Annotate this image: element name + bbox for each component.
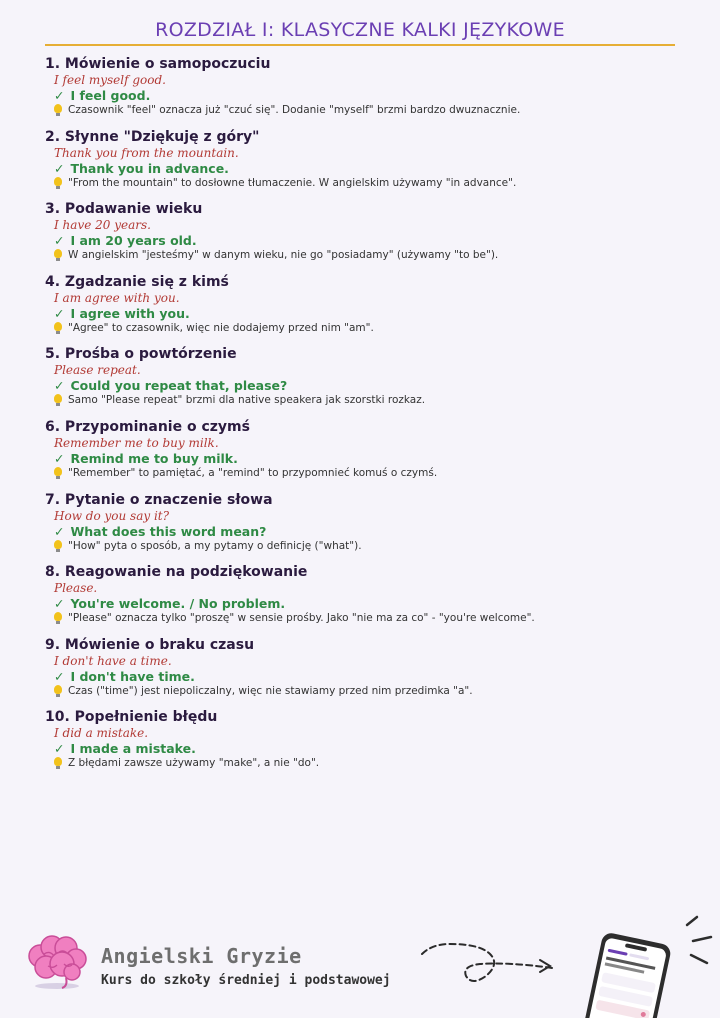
explanation-note [54, 176, 685, 190]
correct-text: Could you repeat that, please? [70, 378, 288, 394]
correct-example [54, 669, 685, 684]
item-title: 4. Zgadzanie się z kimś [45, 273, 229, 290]
lightbulb-icon [54, 322, 62, 331]
lightbulb-icon [54, 104, 62, 113]
mistake-item [45, 201, 685, 272]
note-text: Z błędami zawsze używamy "make", a nie "do". [68, 757, 320, 770]
incorrect-example: Please repeat. [54, 363, 141, 378]
incorrect-example: Thank you from the mountain. [54, 145, 239, 160]
explanation-note [54, 684, 685, 698]
explanation-note [54, 611, 685, 625]
check-icon: ✓ [54, 741, 65, 757]
lightbulb-icon [54, 612, 62, 621]
lightbulb-icon [54, 249, 62, 258]
item-title: 10. Popełnienie błędu [45, 709, 218, 726]
item-title: 3. Podawanie wieku [45, 201, 203, 218]
mistake-item [45, 709, 685, 780]
explanation-note [54, 539, 685, 553]
curly-arrow-icon [418, 938, 558, 998]
phone-mockup-icon [565, 915, 720, 1018]
correct-text: I agree with you. [70, 305, 190, 321]
check-icon: ✓ [54, 305, 65, 321]
incorrect-example: I have 20 years. [54, 218, 151, 233]
check-icon: ✓ [54, 668, 65, 684]
mistake-item [45, 56, 685, 127]
lightbulb-icon [54, 177, 62, 186]
item-title: 8. Reagowanie na podziękowanie [45, 564, 308, 581]
mistake-item [45, 492, 685, 563]
brand-name: Angielski Gryzie [101, 944, 302, 968]
correct-example [54, 378, 685, 393]
explanation-note [54, 756, 685, 770]
correct-example [54, 741, 685, 756]
note-text: "Agree" to czasownik, więc nie dodajemy przed nim "am". [68, 321, 374, 334]
correct-example [54, 88, 685, 103]
correct-text: I made a mistake. [70, 741, 196, 757]
note-text: Czasownik "feel" oznacza już "czuć się". Dodanie "myself" brzmi bardzo dwuznacznie. [68, 104, 521, 116]
lightbulb-icon [54, 467, 62, 476]
check-icon: ✓ [54, 523, 65, 539]
note-text: Czas ("time") jest niepoliczalny, więc nie stawiamy przed nim przedimka "a". [68, 684, 473, 697]
correct-text: What does this word mean? [70, 523, 267, 539]
title-divider [45, 44, 675, 46]
note-text: Samo "Please repeat" brzmi dla native speakera jak szorstki rozkaz. [68, 394, 426, 407]
explanation-note [54, 248, 685, 262]
item-title: 1. Mówienie o samopoczuciu [45, 56, 271, 72]
check-icon: ✓ [54, 233, 65, 249]
check-icon: ✓ [54, 88, 65, 103]
mistake-item [45, 419, 685, 490]
check-icon: ✓ [54, 596, 65, 612]
check-icon: ✓ [54, 160, 65, 176]
mistake-item [45, 274, 685, 345]
correct-text: I don't have time. [70, 668, 195, 684]
page-title: ROZDZIAŁ I: KLASYCZNE KALKI JĘZYKOWE [155, 19, 565, 41]
item-title: 9. Mówienie o braku czasu [45, 636, 255, 653]
incorrect-example: How do you say it? [54, 508, 170, 523]
item-title: 2. Słynne "Dziękuję z góry" [45, 128, 260, 145]
check-icon: ✓ [54, 378, 65, 394]
item-title: 6. Przypominanie o czymś [45, 418, 250, 435]
item-title: 5. Prośba o powtórzenie [45, 346, 237, 363]
incorrect-example: I don't have a time. [54, 653, 172, 668]
explanation-note [54, 466, 685, 480]
correct-example [54, 161, 685, 176]
item-title: 7. Pytanie o znaczenie słowa [45, 491, 273, 508]
correct-text: You're welcome. / No problem. [70, 596, 286, 612]
incorrect-example: Remember me to buy milk. [54, 435, 219, 450]
incorrect-example: Please. [54, 581, 98, 596]
mistake-item [45, 564, 685, 635]
mistake-item [45, 637, 685, 708]
correct-text: I am 20 years old. [70, 233, 197, 249]
correct-example [54, 233, 685, 248]
explanation-note [54, 103, 685, 117]
brain-logo-icon [24, 934, 90, 992]
incorrect-example: I am agree with you. [54, 290, 180, 305]
correct-text: Thank you in advance. [70, 160, 229, 176]
correct-example [54, 524, 685, 539]
correct-example [54, 306, 685, 321]
note-text: "Please" oznacza tylko "proszę" w sensie prośby. Jako "nie ma za co" - "you're welcome". [68, 612, 535, 625]
lightbulb-icon [54, 394, 62, 403]
check-icon: ✓ [54, 450, 65, 466]
correct-example [54, 596, 685, 611]
explanation-note [54, 321, 685, 335]
note-text: "From the mountain" to dosłowne tłumaczenie. W angielskim używamy "in advance". [68, 176, 517, 189]
note-text: "Remember" to pamiętać, a "remind" to przypomnieć komuś o czymś. [68, 466, 438, 479]
incorrect-example: I feel myself good. [54, 73, 166, 87]
correct-text: Remind me to buy milk. [70, 450, 238, 466]
lightbulb-icon [54, 757, 62, 766]
lightbulb-icon [54, 685, 62, 694]
mistake-item [45, 129, 685, 200]
note-text: W angielskim "jesteśmy" w danym wieku, nie go "posiadamy" (używamy "to be"). [68, 249, 499, 262]
correct-text: I feel good. [70, 88, 151, 103]
note-text: "How" pyta o sposób, a my pytamy o definicję ("what"). [68, 539, 362, 552]
mistake-item [45, 346, 685, 417]
correct-example [54, 451, 685, 466]
incorrect-example: I did a mistake. [54, 726, 149, 741]
brand-subtitle: Kurs do szkoły średniej i podstawowej [101, 973, 391, 988]
lightbulb-icon [54, 540, 62, 549]
mistakes-list [45, 54, 685, 780]
explanation-note [54, 393, 685, 407]
